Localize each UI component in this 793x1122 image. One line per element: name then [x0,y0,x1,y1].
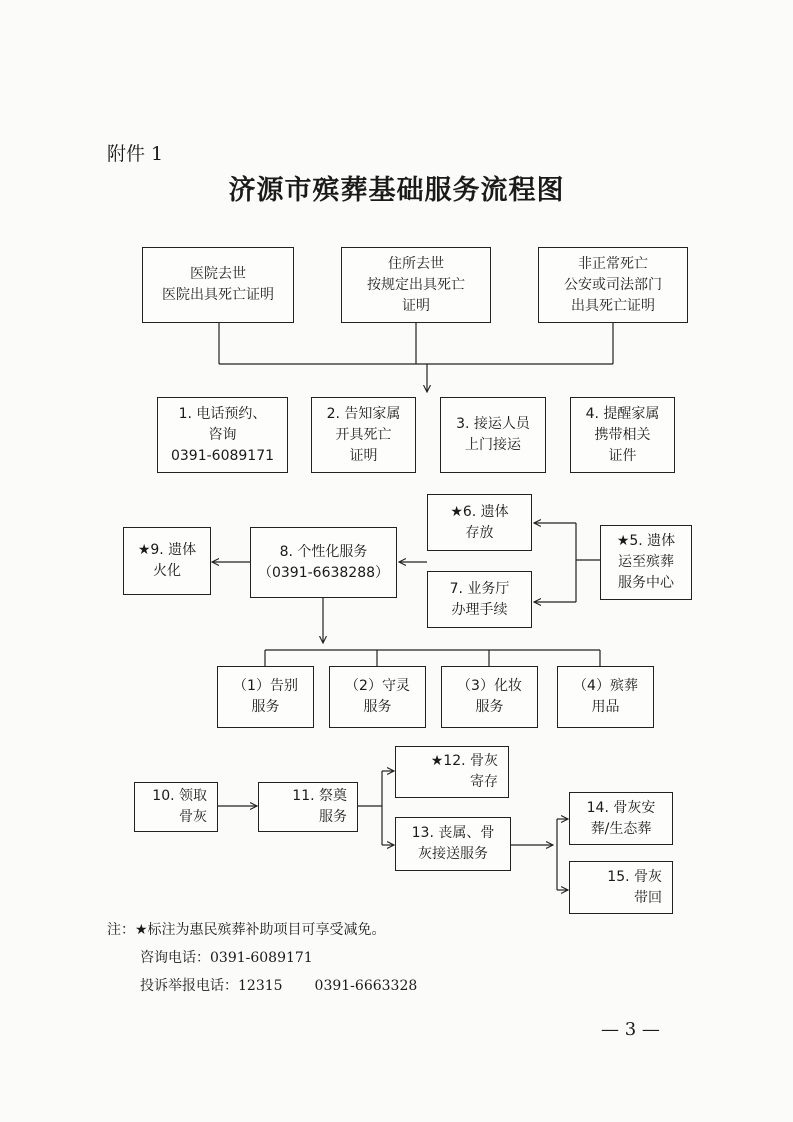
consult-phone-number: 0391-6089171 [210,950,313,966]
sub-service-vigil-box: （2）守灵 服务 [329,666,426,728]
page-title: 济源市殡葬基础服务流程图 [228,175,565,206]
step-3-box: 3. 接运人员 上门接运 [440,397,546,473]
complaint-phone-line [140,975,417,995]
step-13-box: 13. 丧属、骨 灰接送服务 [395,817,511,871]
step-4-box: 4. 提醒家属 携带相关 证件 [570,397,675,473]
subsidy-note: 注：★标注为惠民殡葬补助项目可享受减免。 [107,922,386,938]
step-8-box: 8. 个性化服务 （0391-6638288） [250,527,397,598]
step-9-box: ★9. 遗体 火化 [123,527,211,595]
complaint-phone-number-1: 12315 [238,978,283,994]
step-7-box: 7. 业务厅 办理手续 [427,571,532,628]
step-5-box: ★5. 遗体 运至殡葬 服务中心 [600,525,692,600]
consult-phone-label: 咨询电话： [140,950,210,966]
step-10-box: 10. 领取 骨灰 [134,782,218,832]
sub-service-farewell-box: （1）告别 服务 [217,666,314,728]
step-6-box: ★6. 遗体 存放 [427,494,532,551]
attachment-label: 附件 1 [107,143,164,165]
step-1-box: 1. 电话预约、 咨询 0391-6089171 [157,397,288,473]
step-2-box: 2. 告知家属 开具死亡 证明 [311,397,416,473]
consult-phone-line [140,947,313,967]
complaint-phone-label: 投诉举报电话： [140,978,238,994]
complaint-phone-number-2: 0391-6663328 [314,978,418,994]
step-11-box: 11. 祭奠 服务 [258,782,358,832]
sub-service-supplies-box: （4）殡葬 用品 [557,666,654,728]
death-hospital-box: 医院去世 医院出具死亡证明 [142,247,294,323]
sub-service-makeup-box: （3）化妆 服务 [441,666,538,728]
death-home-box: 住所去世 按规定出具死亡 证明 [341,247,491,323]
page-number: — 3 — [601,1019,660,1040]
death-abnormal-box: 非正常死亡 公安或司法部门 出具死亡证明 [538,247,688,323]
step-15-box: 15. 骨灰 带回 [569,861,673,914]
step-12-box: ★12. 骨灰 寄存 [395,746,509,798]
step-14-box: 14. 骨灰安 葬/生态葬 [569,792,673,845]
